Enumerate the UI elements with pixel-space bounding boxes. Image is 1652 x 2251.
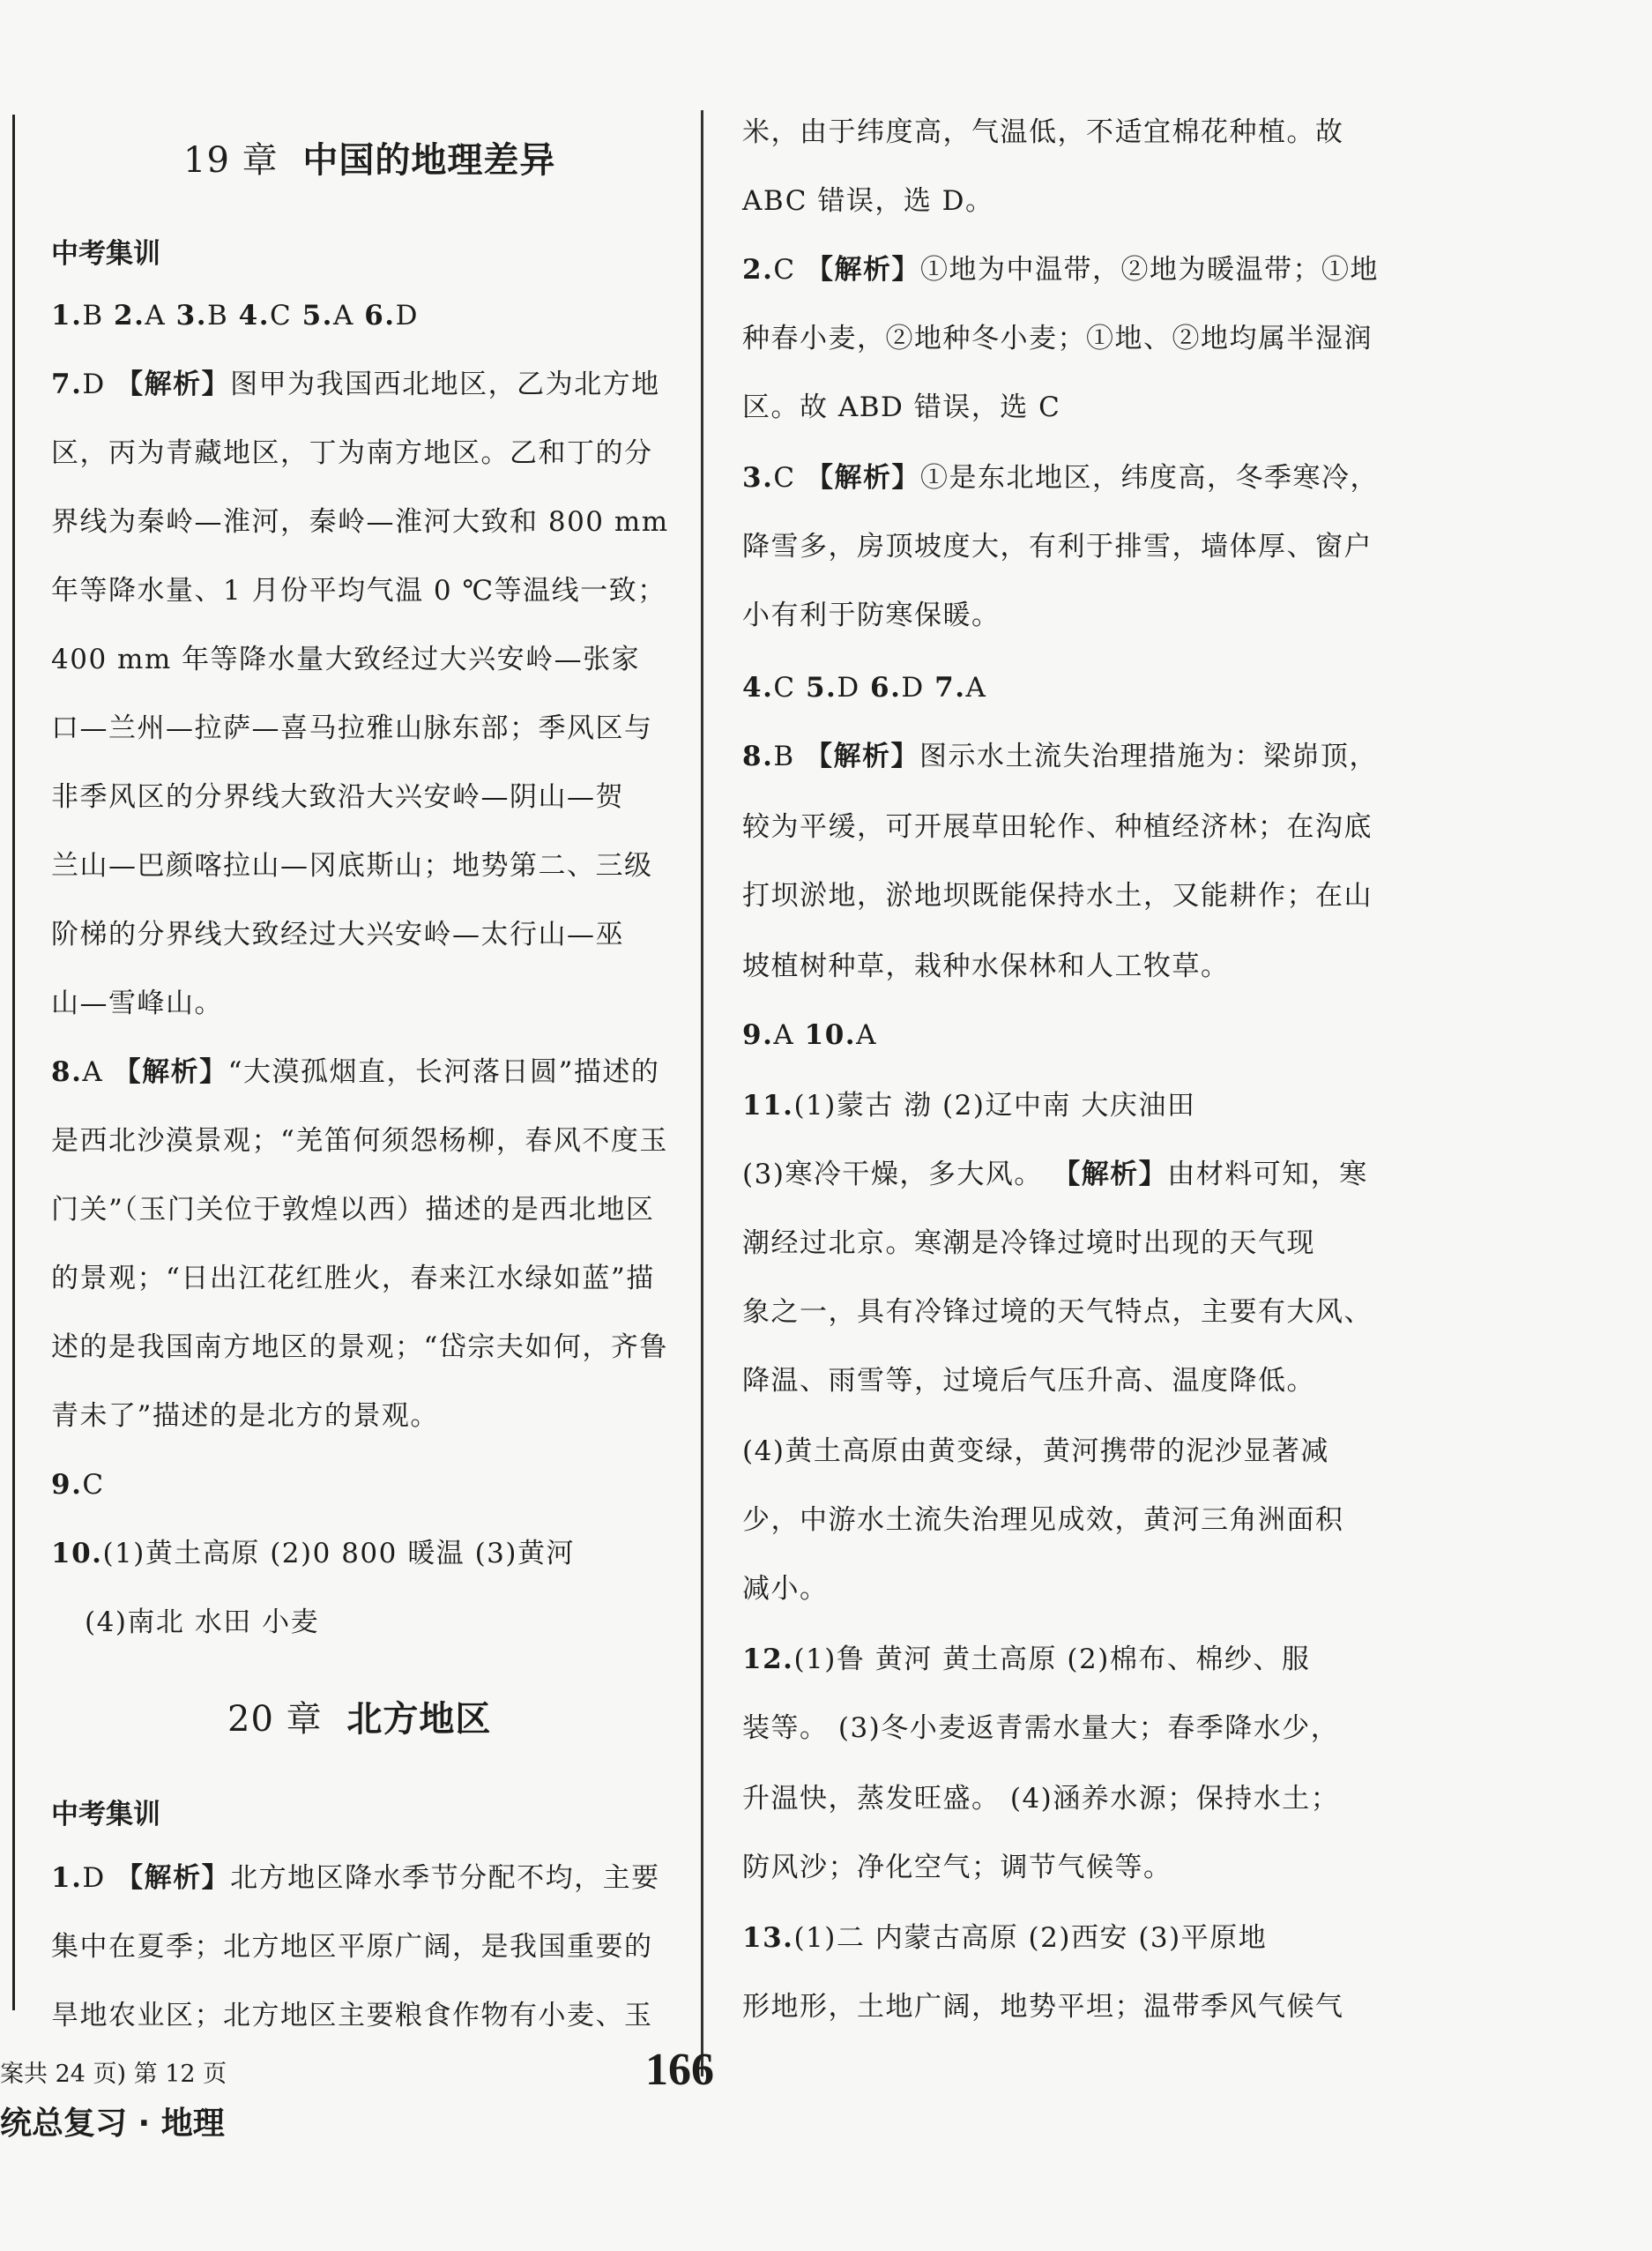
answer-line: 米，由于纬度高，气温低，不适宜棉花种植。故 [742,116,1344,148]
answer-line: 8.A 【解析】“大漠孤烟直，长河落日圆”描述的 [51,1056,660,1088]
answer-line: ABC 错误，选 D。 [742,185,994,217]
answer-line: 9.A 10.A [742,1019,877,1051]
answer-line: (3)寒冷干燥，多大风。 【解析】由材料可知，寒 [742,1159,1368,1190]
answer-line: 11.(1)蒙古 渤 (2)辽中南 大庆油田 [742,1090,1196,1122]
chapter-number: 20 章 [227,1699,323,1740]
answer-line: 较为平缓，可开展草田轮作、种植经济林；在沟底 [742,811,1373,843]
answer-line: 形地形，土地广阔，地势平坦；温带季风气候气 [742,1991,1344,2023]
footer-book-title: 统总复习 · 地理 [0,2106,225,2142]
answer-line: 2.C 【解析】①地为中温带，②地为暖温带；①地 [742,254,1379,286]
answer-line: 述的是我国南方地区的景观；“岱宗夫如何，齐鲁 [51,1331,668,1363]
answer-line: 界线为秦岭—淮河，秦岭—淮河大致和 800 mm [51,506,669,538]
answer-line: 小有利于防寒保暖。 [742,600,1001,631]
page-number: 166 [645,2045,714,2095]
answer-line: 集中在夏季；北方地区平原广阔，是我国重要的 [51,1931,653,1963]
answer-line: 10.(1)黄土高原 (2)0 800 暖温 (3)黄河 [51,1538,575,1569]
answer-line: 13.(1)二 内蒙古高原 (2)西安 (3)平原地 [742,1922,1268,1954]
answer-line: 潮经过北京。寒潮是冷锋过境时出现的天气现 [742,1227,1315,1259]
answer-line: 8.B 【解析】图示水土流失治理措施为：梁峁顶， [742,741,1379,772]
answer-line: 是西北沙漠景观；“羌笛何须怨杨柳，春风不度玉 [51,1125,668,1157]
answer-line: 7.D 【解析】图甲为我国西北地区，乙为北方地 [51,369,660,400]
answer-line: 3.C 【解析】①是东北地区，纬度高，冬季寒冷， [742,462,1379,494]
answer-line: 打坝淤地，淤地坝既能保持水土，又能耕作；在山 [742,880,1373,912]
chapter-19-title [183,132,555,183]
chapter-name: 中国的地理差异 [302,139,556,181]
chapter-name: 北方地区 [346,1698,492,1740]
section-heading: 中考集训 [51,1799,160,1830]
answer-line: 4.C 5.D 6.D 7.A [742,672,987,704]
answer-line: 坡植树种草，栽种水保林和人工牧草。 [742,950,1230,982]
answer-line: 兰山—巴颜喀拉山—冈底斯山；地势第二、三级 [51,850,653,882]
answer-line: 的景观；“日出江花红胜火，春来江水绿如蓝”描 [51,1263,655,1294]
left-margin-rule [12,115,15,2010]
answer-line: 少，中游水土流失治理见成效，黄河三角洲面积 [742,1504,1344,1536]
column-divider [701,110,703,2076]
chapter-number: 19 章 [183,140,279,181]
answer-line: 1.D 【解析】北方地区降水季节分配不均，主要 [51,1862,660,1894]
answer-line: 400 mm 年等降水量大致经过大兴安岭—张家 [51,644,641,675]
answer-line: 装等。 (3)冬小麦返青需水量大；春季降水少， [742,1712,1340,1744]
answer-line: 12.(1)鲁 黄河 黄土高原 (2)棉布、棉纱、服 [742,1644,1311,1675]
answer-line: 山—雪峰山。 [51,988,223,1019]
answer-line: 区。故 ABD 错误，选 C [742,391,1061,423]
answer-line: 区，丙为青藏地区，丁为南方地区。乙和丁的分 [51,437,653,469]
answer-line: 减小。 [742,1573,829,1605]
answer-line: 口—兰州—拉萨—喜马拉雅山脉东部；季风区与 [51,712,653,744]
answer-line: 非季风区的分界线大致沿大兴安岭—阴山—贺 [51,781,624,813]
answer-line: 防风沙；净化空气；调节气候等。 [742,1852,1172,1883]
answer-line: (4)南北 水田 小麦 [85,1606,320,1638]
answer-line: 年等降水量、1 月份平均气温 0 ℃等温线一致； [51,575,666,607]
answer-line: 门关”（玉门关位于敦煌以西）描述的是西北地区 [51,1194,655,1226]
footer-page-info: 案共 24 页) 第 12 页 [0,2061,227,2088]
answer-line: 1.B 2.A 3.B 4.C 5.A 6.D [51,300,419,332]
answer-line: 降温、雨雪等，过境后气压升高、温度降低。 [742,1365,1315,1397]
answer-line: 升温快，蒸发旺盛。 (4)涵养水源；保持水土； [742,1783,1340,1815]
answer-line: 象之一，具有冷锋过境的天气特点，主要有大风、 [742,1296,1373,1328]
answer-line: (4)黄土高原由黄变绿，黄河携带的泥沙显著减 [742,1435,1329,1467]
answer-line: 阶梯的分界线大致经过大兴安岭—太行山—巫 [51,919,624,950]
chapter-20-title [227,1691,491,1741]
answer-line: 种春小麦，②地种冬小麦；①地、②地均属半湿润 [742,323,1373,354]
answer-line: 降雪多，房顶坡度大，有利于排雪，墙体厚、窗户 [742,531,1373,563]
answer-line: 青未了”描述的是北方的景观。 [51,1400,439,1432]
answer-line: 9.C [51,1469,105,1501]
answer-line: 旱地农业区；北方地区主要粮食作物有小麦、玉 [51,2000,653,2031]
section-heading: 中考集训 [51,238,160,270]
